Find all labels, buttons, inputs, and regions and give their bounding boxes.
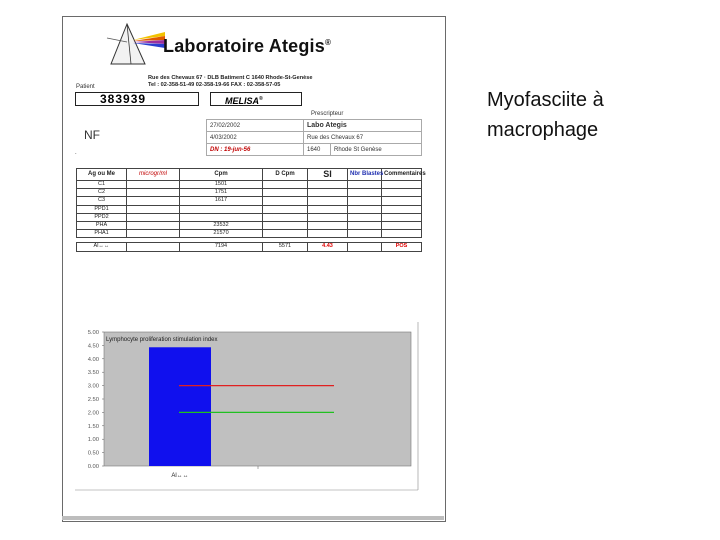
dn-label: DN : bbox=[210, 146, 223, 153]
cell-comments bbox=[382, 197, 422, 205]
cell-si bbox=[308, 205, 348, 213]
results-body bbox=[77, 181, 422, 252]
cell-blasts bbox=[348, 181, 382, 189]
cell-concentration bbox=[127, 197, 180, 205]
col-header-antigen: Ag ou Me bbox=[77, 169, 127, 181]
results-table bbox=[76, 168, 426, 252]
cell-antigen: PHA bbox=[77, 221, 127, 229]
cell-delta-cpm bbox=[263, 181, 308, 189]
dn-value: 19-jun-56 bbox=[224, 146, 251, 153]
cell-si bbox=[308, 213, 348, 221]
patient-label: Patient bbox=[76, 84, 95, 90]
cell-blasts bbox=[348, 230, 382, 238]
y-tick-label: 3.50 bbox=[87, 370, 99, 377]
prescriber-street: Rue des Chevaux 67 bbox=[304, 132, 422, 144]
diagnosis-caption bbox=[487, 85, 604, 145]
col-header-si: SI bbox=[308, 169, 348, 181]
cell-cpm: 1617 bbox=[180, 197, 263, 205]
test-name-box: MELISA® bbox=[210, 92, 302, 106]
cell-antigen: PHA1 bbox=[77, 230, 127, 238]
cell-comments bbox=[382, 181, 422, 189]
cell-blasts bbox=[348, 189, 382, 197]
table-row bbox=[77, 197, 422, 205]
bar bbox=[149, 347, 211, 466]
cell-comments bbox=[382, 205, 422, 213]
x-category-label: Al↔↔ bbox=[171, 473, 189, 479]
lab-name: Laboratoire Ategis® bbox=[163, 36, 332, 56]
cell-delta-cpm bbox=[263, 189, 308, 197]
cell-blasts bbox=[348, 197, 382, 205]
prescriber-info-table bbox=[206, 119, 422, 156]
cell-blasts bbox=[348, 243, 382, 251]
cell-antigen: PPD1 bbox=[77, 205, 127, 213]
lab-logo-prism-icon bbox=[105, 20, 167, 68]
cell-delta-cpm bbox=[263, 221, 308, 229]
stimulation-index-chart bbox=[70, 322, 420, 492]
table-row bbox=[77, 213, 422, 221]
y-tick-label: 5.00 bbox=[87, 330, 99, 336]
col-header-cpm: Cpm bbox=[180, 169, 263, 181]
prescriber-label: Prescripteur bbox=[311, 111, 344, 117]
cell-si bbox=[308, 189, 348, 197]
cell-cpm: 23532 bbox=[180, 221, 263, 229]
prescriber-city: Rhode St Genèse bbox=[331, 144, 422, 156]
cell-delta-cpm bbox=[263, 205, 308, 213]
patient-name: NF bbox=[84, 128, 100, 142]
col-header-concentration: microgr/ml bbox=[127, 169, 180, 181]
cell-cpm: 1501 bbox=[180, 181, 263, 189]
cell-comments bbox=[382, 230, 422, 238]
cell-antigen: C1 bbox=[77, 181, 127, 189]
diagnosis-line-2: macrophage bbox=[487, 119, 599, 141]
patient-marker: . bbox=[75, 150, 77, 156]
y-tick-label: 3.00 bbox=[87, 383, 99, 390]
y-tick-label: 0.50 bbox=[87, 450, 99, 457]
y-tick-label: 4.50 bbox=[87, 343, 99, 350]
cell-cpm: 1751 bbox=[180, 189, 263, 197]
summary-row bbox=[77, 243, 422, 251]
diagnosis-line-1: Myofasciite à bbox=[487, 89, 604, 111]
cell-delta-cpm bbox=[263, 213, 308, 221]
cell-cpm: 21570 bbox=[180, 230, 263, 238]
cell-antigen: PPD2 bbox=[77, 213, 127, 221]
cell-concentration bbox=[127, 213, 180, 221]
col-header-comments: Commentaires bbox=[382, 169, 422, 181]
birth-date-cell bbox=[207, 144, 304, 156]
table-row bbox=[77, 181, 422, 189]
table-row bbox=[77, 230, 422, 238]
col-header-delta-cpm: D Cpm bbox=[263, 169, 308, 181]
prescriber-lab: Labo Ategis bbox=[304, 120, 422, 132]
date-received: 27/02/2002 bbox=[207, 120, 304, 132]
patient-id-box: 383939 bbox=[75, 92, 199, 106]
y-tick-label: 1.50 bbox=[87, 423, 99, 430]
lab-phone-fax: Tel : 02-358-51-49 02-358-19-66 FAX : 02-358-57-05 bbox=[148, 82, 281, 88]
cell-comments bbox=[382, 213, 422, 221]
cell-concentration bbox=[127, 189, 180, 197]
page-bottom-edge bbox=[62, 516, 444, 520]
cell-antigen: Al↔↔ bbox=[77, 243, 127, 251]
prescriber-postcode: 1640 bbox=[304, 144, 331, 156]
table-row bbox=[77, 189, 422, 197]
y-tick-label: 1.00 bbox=[87, 437, 99, 444]
cell-antigen: C3 bbox=[77, 197, 127, 205]
cell-cpm: 7194 bbox=[180, 243, 263, 251]
cell-comments: POS bbox=[382, 243, 422, 251]
cell-blasts bbox=[348, 221, 382, 229]
cell-delta-cpm bbox=[263, 197, 308, 205]
cell-blasts bbox=[348, 213, 382, 221]
cell-si: 4.43 bbox=[308, 243, 348, 251]
cell-delta-cpm bbox=[263, 230, 308, 238]
cell-cpm bbox=[180, 213, 263, 221]
cell-blasts bbox=[348, 205, 382, 213]
col-header-blasts: Nbr Blastes bbox=[348, 169, 382, 181]
cell-si bbox=[308, 230, 348, 238]
cell-concentration bbox=[127, 243, 180, 251]
cell-concentration bbox=[127, 221, 180, 229]
cell-comments bbox=[382, 221, 422, 229]
cell-concentration bbox=[127, 230, 180, 238]
table-row bbox=[77, 205, 422, 213]
y-tick-label: 4.00 bbox=[87, 356, 99, 363]
cell-comments bbox=[382, 189, 422, 197]
cell-cpm bbox=[180, 205, 263, 213]
chart-title: Lymphocyte proliferation stimulation index bbox=[106, 337, 218, 343]
cell-delta-cpm: 5571 bbox=[263, 243, 308, 251]
date-reported: 4/03/2002 bbox=[207, 132, 304, 144]
y-tick-label: 2.50 bbox=[87, 397, 99, 403]
cell-concentration bbox=[127, 181, 180, 189]
y-tick-label: 0.00 bbox=[87, 464, 99, 470]
cell-antigen: C2 bbox=[77, 189, 127, 197]
cell-si bbox=[308, 221, 348, 229]
table-row bbox=[77, 221, 422, 229]
cell-concentration bbox=[127, 205, 180, 213]
cell-si bbox=[308, 181, 348, 189]
y-tick-label: 2.00 bbox=[87, 410, 99, 417]
lab-address: Rue des Chevaux 67 · DLB Batiment C 1640 Rhode-St-Genèse bbox=[148, 75, 313, 81]
cell-si bbox=[308, 197, 348, 205]
